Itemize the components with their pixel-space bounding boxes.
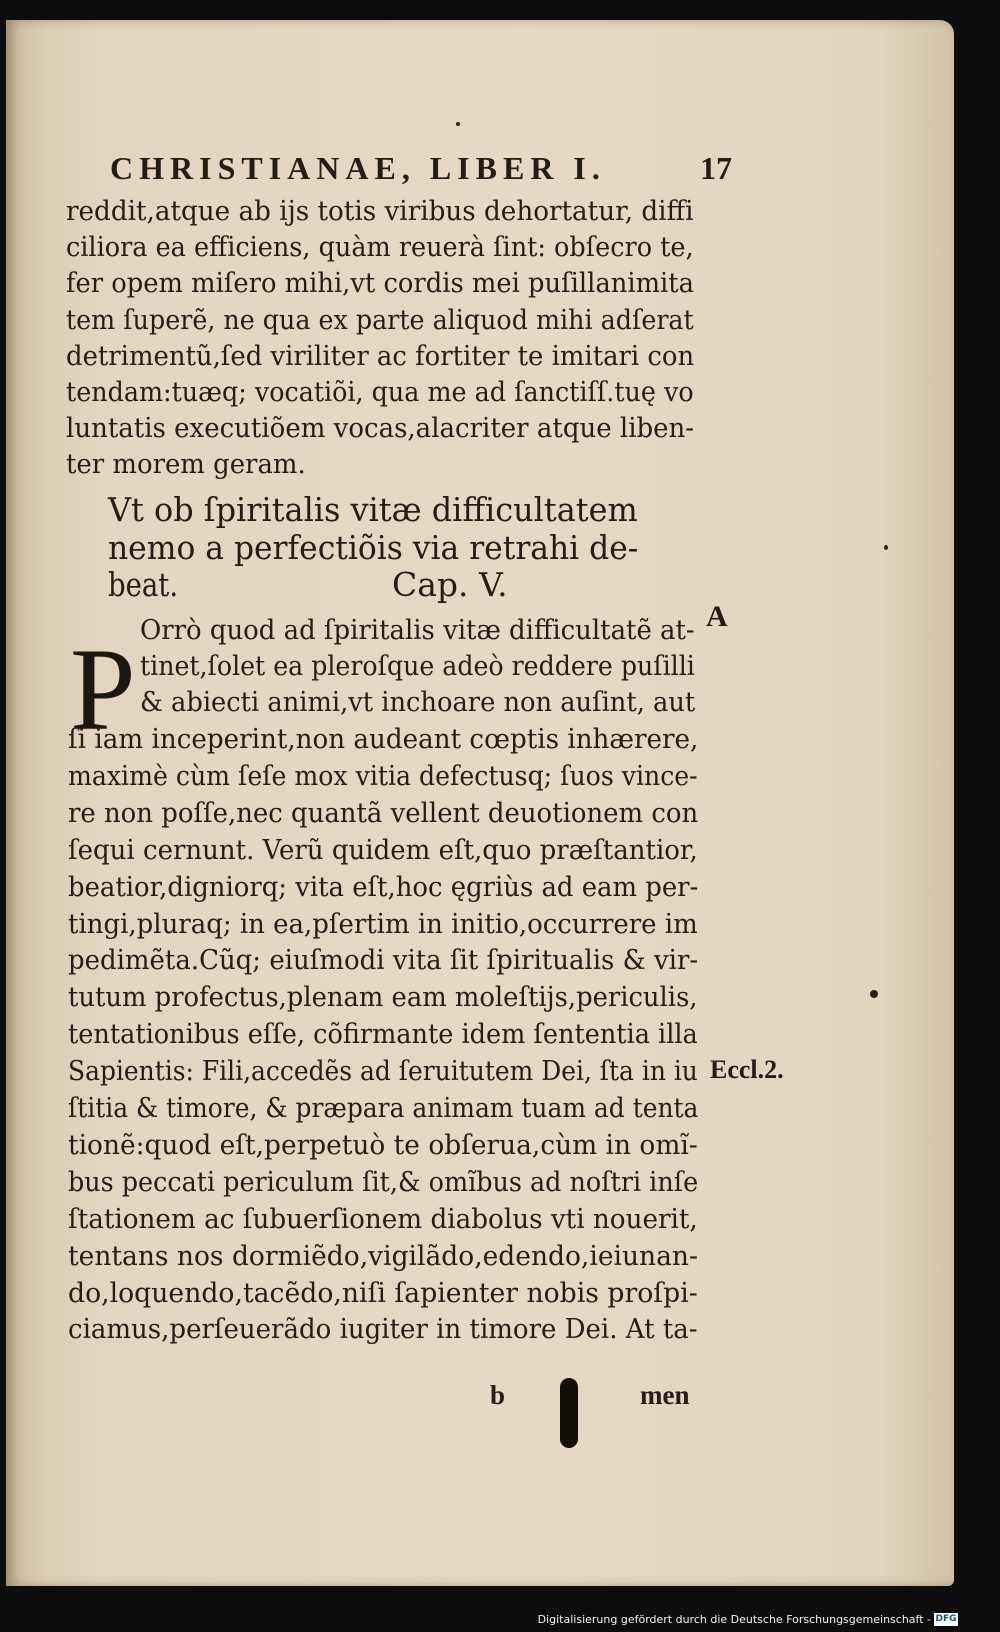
text-line: do,loquendo,tacẽdo,niſi ſapienter nobis proſpi- — [68, 1277, 698, 1309]
text-line: Orrò quod ad ſpiritalis vitæ difficultatẽ at- — [140, 615, 695, 646]
text-line: tutum profectus,plenam eam moleſtijs,periculis, — [68, 982, 698, 1014]
footer-text: Digitalisierung gefördert durch die Deutsche Forschungsgemeinschaft - — [537, 1612, 931, 1626]
catchword: men — [640, 1380, 690, 1410]
text-line: ter morem geram. — [66, 449, 306, 481]
running-title: CHRISTIANAE, LIBER I. — [110, 150, 606, 186]
text-line: pedimẽta.Cũq; eiuſmodi vita ſit ſpiritualis & vir- — [68, 945, 699, 977]
text-line: detrimentũ,ſed viriliter ac fortiter te imitari con — [66, 340, 695, 372]
text-line: tentans nos dormiẽdo,vigilãdo,edendo,ieiunan- — [68, 1240, 698, 1272]
dfg-logo-icon: DFG — [935, 1614, 957, 1624]
text-line: tem ſuperẽ, ne qua ex parte aliquod mihi adſerat — [66, 304, 694, 336]
text-line: tendam:tuæq; vocatiõi, qua me ad ſanctiſſ.tuę vo — [66, 377, 694, 408]
signature-mark: b — [490, 1380, 506, 1410]
heading-line: beat. — [108, 565, 179, 604]
text-line: ſi iam inceperint,non audeant cœptis inhærere, — [68, 724, 699, 755]
margin-reference: Eccl.2. — [710, 1055, 784, 1084]
ink-speck — [884, 545, 888, 550]
text-line: luntatis executiõem vocas,alacriter atque liben- — [66, 413, 695, 445]
text-line: fer opem miſero mihi,vt cordis mei puſillanimita — [66, 268, 694, 300]
ink-blot — [560, 1378, 578, 1448]
text-line: ciamus,perſeuerãdo iugiter in timore Dei. At ta- — [68, 1314, 698, 1346]
text-line: tinet,ſolet ea pleroſque adeò reddere puſilli — [140, 651, 695, 682]
text-line: & abiecti animi,vt inchoare non auſint, aut — [140, 687, 696, 718]
text-line: ſtitia & timore, & præpara animam tuam ad tenta — [68, 1093, 699, 1124]
drop-cap: P — [70, 624, 136, 755]
text-line: maximè cùm ſeſe mox vitia defectusq; ſuos vince- — [68, 760, 698, 792]
ink-speck — [456, 122, 460, 126]
text-line: re non poſſe,nec quantã vellent deuotionem con — [68, 797, 699, 829]
text-line: ciliora ea efficiens, quàm reuerà ſint: obſecro te, — [66, 232, 694, 264]
chapter-label: Cap. V. — [392, 565, 508, 604]
text-line: ſequi cernunt. Verũ quidem eſt,quo præſtantior, — [68, 834, 698, 866]
text-line: Sapientis: Fili,accedẽs ad ſeruitutem Dei, ſta in iu — [68, 1056, 698, 1088]
text-line: bus peccati periculum ſit,& omĩbus ad noſtri inſe — [68, 1166, 699, 1198]
text-line: tentationibus eſſe, cõfirmante idem ſententia illa — [68, 1019, 698, 1051]
text-line: tingi,pluraq; in ea,pſertim in initio,occurrere im — [68, 908, 698, 940]
footer-credit — [538, 1613, 958, 1627]
text-line: beatior,digniorq; vita eſt,hoc ęgriùs ad eam per- — [68, 871, 699, 903]
page-number: 17 — [700, 150, 732, 186]
heading-line: nemo a perfectiõis via retrahi de- — [108, 527, 639, 567]
text-line: reddit,atque ab ijs totis viribus dehortatur, diffi — [66, 196, 694, 227]
text-line: tionẽ:quod eſt,perpetuò te obſerua,cùm in omĩ- — [68, 1129, 698, 1161]
ink-speck — [870, 990, 878, 998]
text-line: ſtationem ac ſubuerſionem diabolus vti nouerit, — [68, 1203, 698, 1235]
margin-section-letter: A — [706, 600, 728, 633]
heading-line: Vt ob ſpiritalis vitæ difficultatem — [108, 490, 638, 529]
